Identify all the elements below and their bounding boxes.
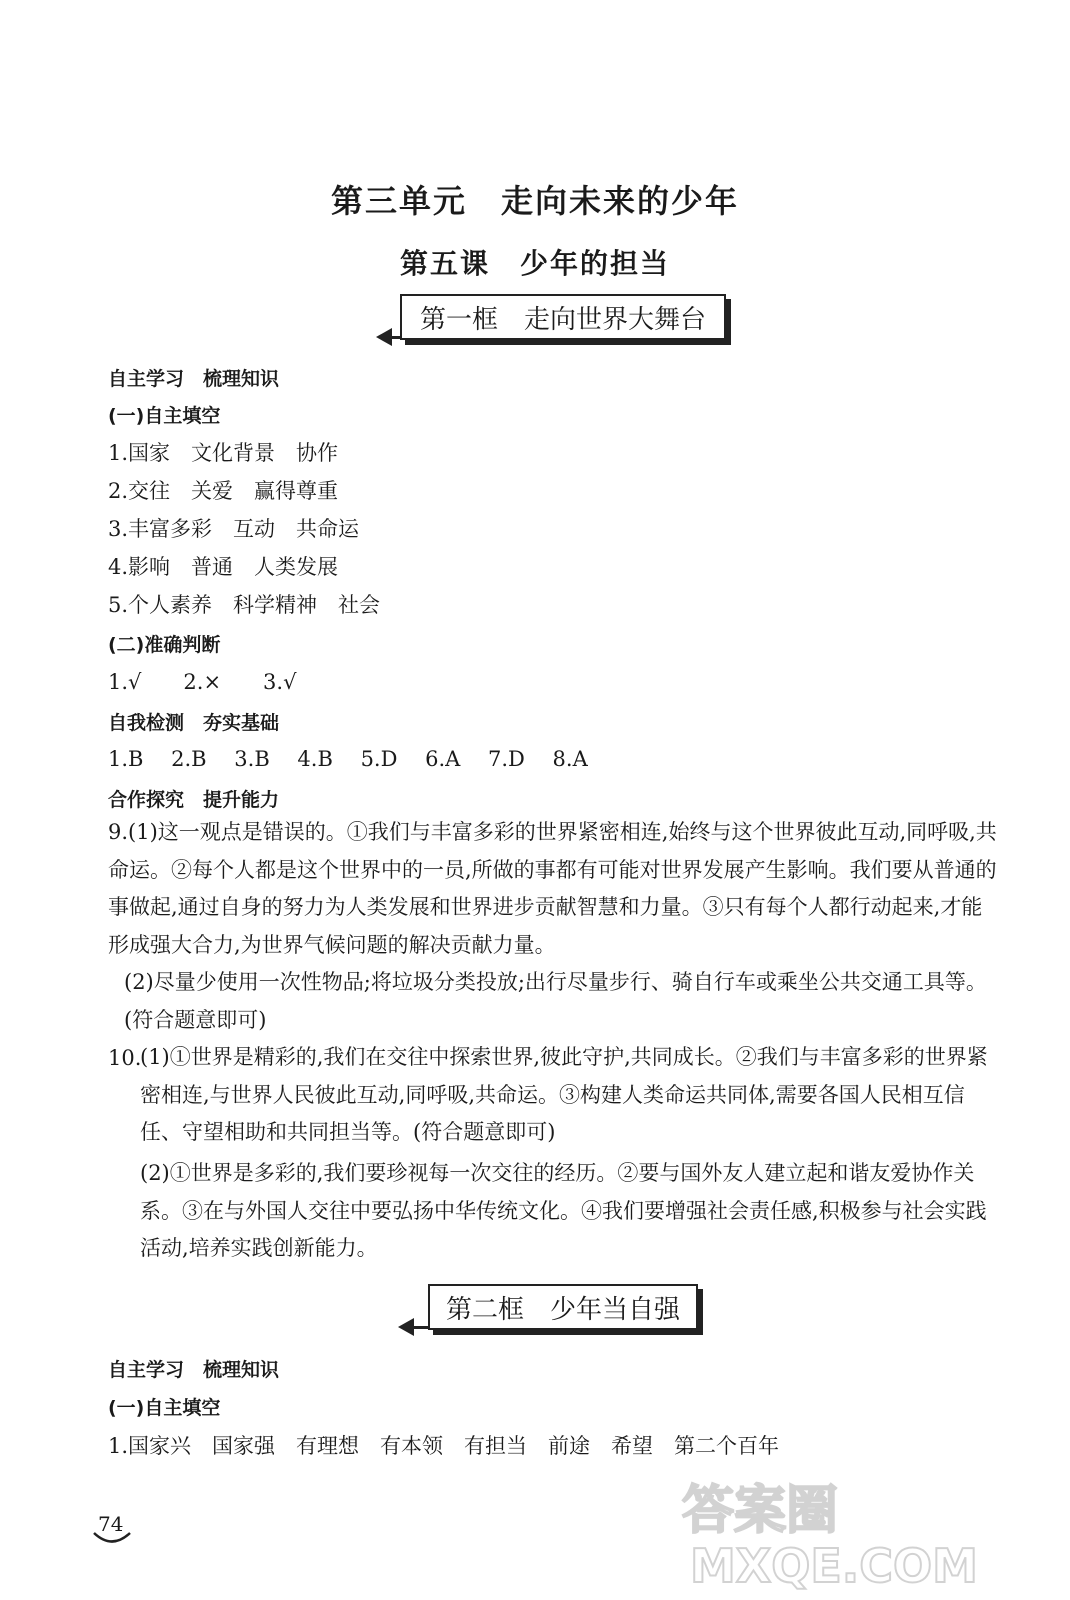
watermark-icon	[672, 1470, 1002, 1590]
section-self-study-2: 自主学习 梳理知识	[108, 1359, 280, 1381]
frame2-title-box	[428, 1284, 698, 1330]
watermark-logo	[672, 1470, 1002, 1594]
judge-answers: 1.√ 2.× 3.√	[108, 670, 297, 694]
fill-answer-2: 2.交往 关爱 赢得尊重	[108, 479, 339, 503]
page-number: 74	[98, 1512, 124, 1536]
subsection-fill-blank-2: (一)自主填空	[108, 1397, 221, 1419]
unit-title: 第三单元 走向未来的少年	[330, 182, 739, 220]
lesson-title: 第五课 少年的担当	[399, 247, 670, 280]
q9-answer-part2: (2)尽量少使用一次性物品;将垃圾分类投放;出行尽量步行、骑自行车或乘坐公共交通工具等。(符合题意即可)	[124, 970, 987, 1032]
q10-label: 10.	[108, 1046, 142, 1070]
fill-answer-2-1: 1.国家兴 国家强 有理想 有本领 有担当 前途 希望 第二个百年	[108, 1434, 780, 1458]
subsection-judgement: (二)准确判断	[108, 634, 221, 656]
q10-answer-part1: (1)①世界是精彩的,我们在交往中探索世界,彼此守护,共同成长。②我们与丰富多彩的世界紧密相连,与世界人民彼此互动,同呼吸,共命运。③构建人类命运共同体,需要各国人民相互信任、守望相助和共同担当等。(符合题意即可)	[140, 1045, 988, 1144]
section-self-check: 自我检测 夯实基础	[108, 712, 280, 734]
multiple-choice-answers: 1.B 2.B 3.B 4.B 5.D 6.A 7.D 8.A	[108, 747, 588, 771]
q10-answer-part2: (2)①世界是多彩的,我们要珍视每一次交往的经历。②要与国外友人建立起和谐友爱协作关系。③在与外国人交往中要弘扬中华传统文化。④我们要增强社会责任感,积极参与社会实践活动,培养实践创新能力。	[140, 1161, 987, 1260]
fill-answer-5: 5.个人素养 科学精神 社会	[108, 593, 381, 617]
section-cooperation: 合作探究 提升能力	[108, 789, 280, 811]
fill-answer-4: 4.影响 普通 人类发展	[108, 555, 339, 579]
frame2-title: 第二框 少年当自强	[445, 1294, 680, 1325]
watermark-url: MXQE.COM	[690, 1539, 978, 1590]
fill-answer-1: 1.国家 文化背景 协作	[108, 441, 339, 465]
frame1-arrow-icon	[376, 328, 392, 346]
page-number-curve	[92, 1530, 132, 1548]
frame1-title-box	[400, 294, 726, 340]
section-self-study: 自主学习 梳理知识	[108, 368, 280, 390]
frame2-arrow-icon	[398, 1318, 414, 1336]
watermark-brand: 答案圈	[682, 1481, 839, 1541]
q9-answer-part1: 9.(1)这一观点是错误的。①我们与丰富多彩的世界紧密相连,始终与这个世界彼此互动,同呼吸,共命运。②每个人都是这个世界中的一员,所做的事都有可能对世界发展产生影响。我们要从普通的事做起,通过自身的努力为人类发展和世界进步贡献智慧和力量。③只有每个人都行动起来,才能形成强大合力,为世界气候问题的解决贡献力量。	[108, 820, 997, 957]
frame1-title: 第一框 走向世界大舞台	[419, 304, 706, 335]
subsection-fill-blank: (一)自主填空	[108, 405, 221, 427]
fill-answer-3: 3.丰富多彩 互动 共命运	[108, 517, 360, 541]
